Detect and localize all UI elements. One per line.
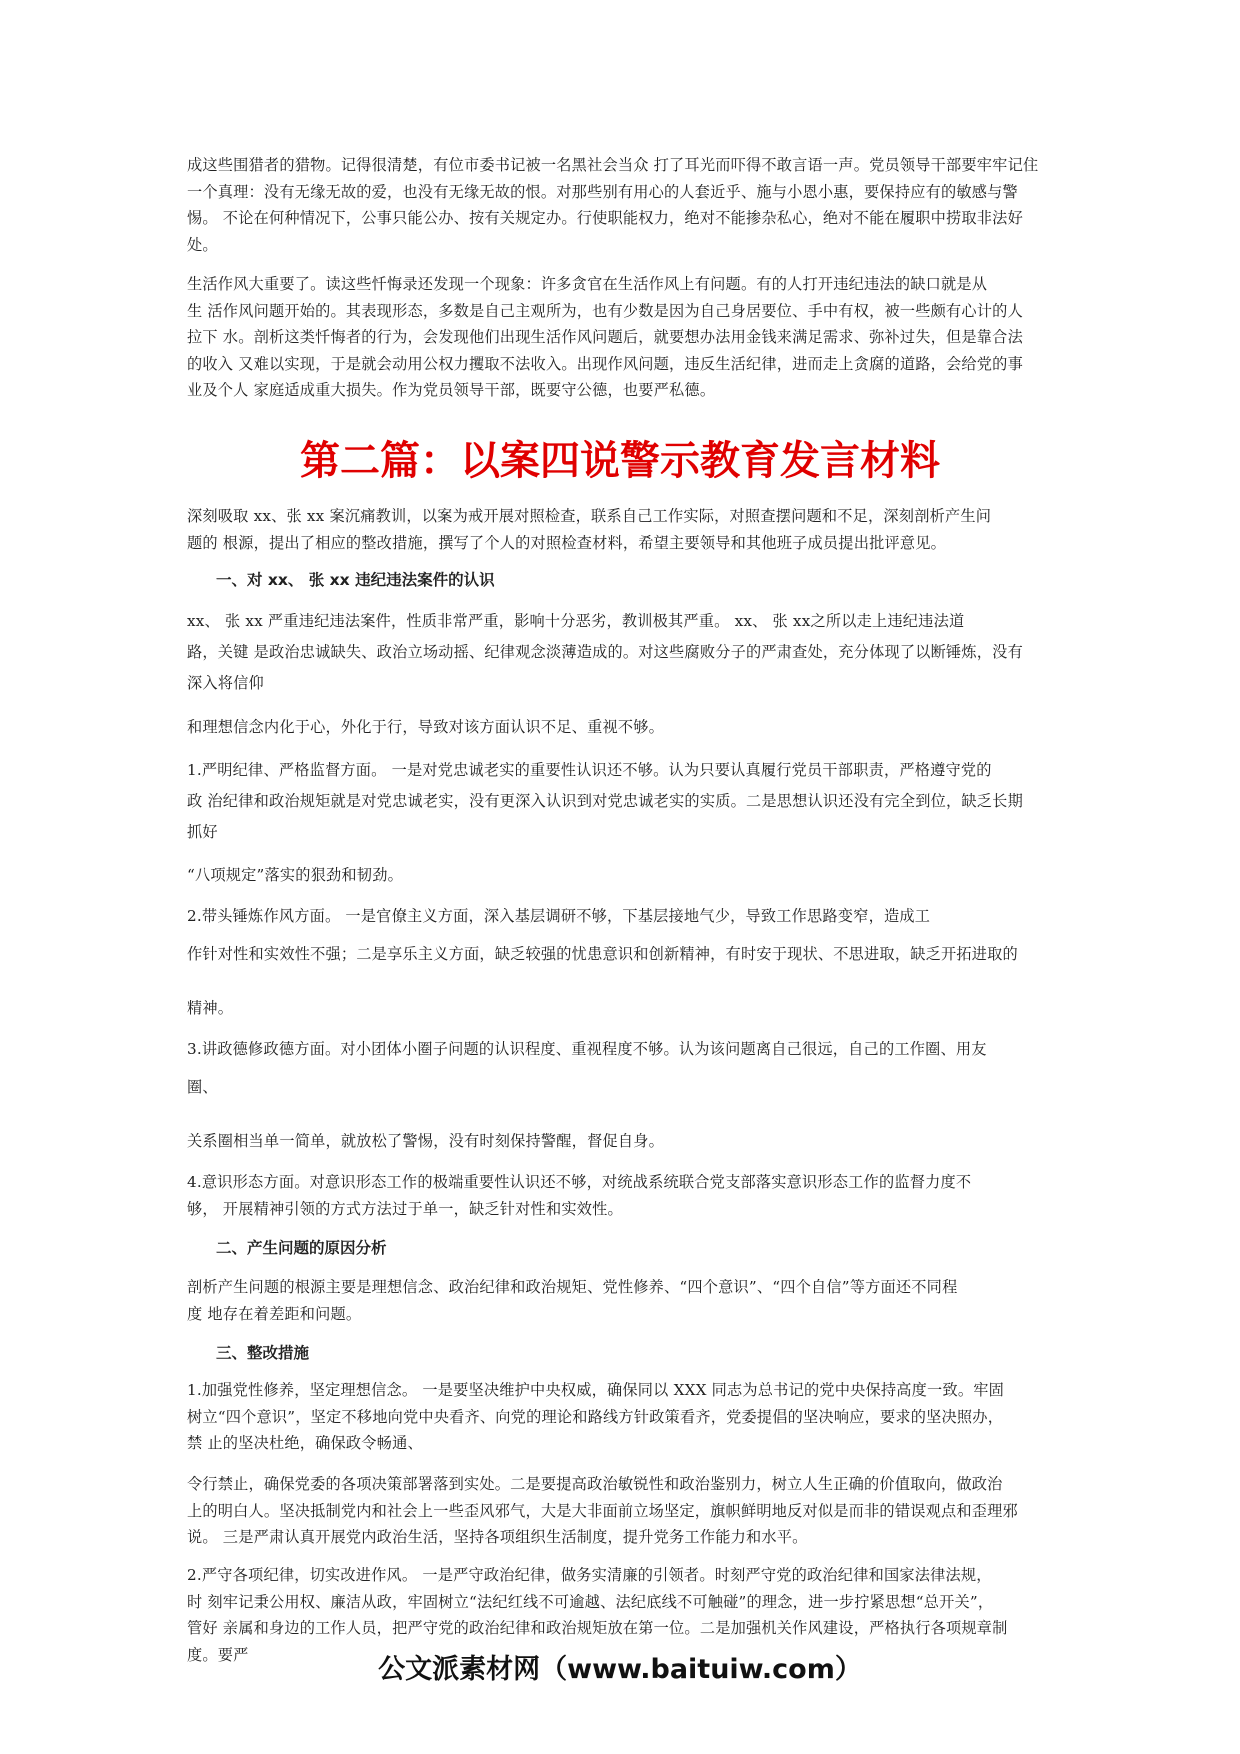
intro-paragraph-2 [187, 271, 1057, 404]
section1-item-2-line-2 [187, 941, 1057, 968]
text-line: 关系圈相当单一简单，就放松了警惕，没有时刻保持警醒，督促自身。 [187, 1132, 665, 1150]
text-line: 1.严明纪律、严格监督方面。 一是对党忠诚老实的重要性认识还不够。认为只要认真履行党员干部职责，严格遵守党的 [187, 761, 992, 779]
footer-watermark: 公文派素材网（www.baituiw.com） [378, 1654, 862, 1685]
text-line: 一个真理：没有无缘无故的爱，也没有无缘无故的恨。对那些别有用心的人套近乎、施与小恩小惠，要保持应有的敏感与警 [187, 182, 1018, 201]
section-heading-3: 三、整改措施 [216, 1344, 310, 1362]
text-line: 深刻吸取 xx、张 xx 案沉痛教训，以案为戒开展对照检查，联系自己工作实际，对照查摆问题和不足，深刻剖析产生问 [187, 507, 992, 525]
text-line: 树立“四个意识”，坚定不移地向党中央看齐、向党的理论和路线方针政策看齐，党委提倡的坚决响应，要求的坚决照办， [187, 1407, 1004, 1426]
text-line: 够， 开展精神引领的方式方法过于单一，缺乏针对性和实效性。 [187, 1199, 623, 1218]
opening-paragraph [187, 503, 1057, 556]
text-line: 令行禁止，确保党委的各项决策部署落到实处。二是要提高政治敏锐性和政治鉴别力，树立人生正确的价值取向，做政治 [187, 1475, 1003, 1493]
text-line: 说。 三是严肃认真开展党内政治生活，坚持各项组织生活制度，提升党务工作能力和水平。 [187, 1528, 808, 1546]
text-line: 精神。 [187, 999, 234, 1017]
text-line: 1.加强党性修养，坚定理想信念。 一是要坚决维护中央权威，确保同以 XXX 同志为总书记的党中央保持高度一致。牢固 [187, 1381, 1004, 1399]
text-line: 政 治纪律和政治规矩就是对党忠诚老实，没有更深入认识到对党忠诚老实的实质。二是思想认识还没有完全到位，缺乏长期 [187, 792, 1023, 810]
document-title: 第二篇：以案四说警示教育发言材料 [300, 438, 940, 484]
text-line: 抓好 [187, 823, 218, 841]
section1-paragraph-1-tail [187, 714, 1057, 741]
text-line: 禁 止的坚决杜绝，确保政令畅通、 [187, 1434, 423, 1452]
text-line: 成这些围猎者的猎物。记得很清楚，有位市委书记被一名黑社会当众 打了耳光而吓得不敢言语一声。党员领导干部要牢牢记住 [187, 156, 1039, 174]
text-line: 剖析产生问题的根源主要是理想信念、政治纪律和政治规矩、党性修养、“四个意识”、“四个自信”等方面还不同程 [187, 1278, 958, 1296]
text-line: 管好 亲属和身边的工作人员，把严守党的政治纪律和政治规矩放在第一位。二是加强机关作风建设，严格执行各项规章制 [187, 1619, 1008, 1637]
text-line: 和理想信念内化于心，外化于行，导致对该方面认识不足、重视不够。 [187, 718, 665, 736]
text-line: 3.讲政德修政德方面。对小团体小圈子问题的认识程度、重视程度不够。认为该问题离自己很远，自己的工作圈、用友 [187, 1040, 987, 1058]
text-line: 路，关键 是政治忠诚缺失、政治立场动摇、纪律观念淡薄造成的。对这些腐败分子的严肃查处，充分体现了以断锤炼，没有 [187, 643, 1023, 661]
section1-item-2 [187, 903, 1057, 930]
text-line: 上的明白人。坚决抵制党内和社会上一些歪风邪气，大是大非面前立场坚定，旗帜鲜明地反对似是而非的错误观点和歪理邪 [187, 1501, 1018, 1520]
text-line: 4.意识形态方面。对意识形态工作的极端重要性认识还不够，对统战系统联合党支部落实意识形态工作的监督力度不 [187, 1173, 972, 1191]
text-line: 度 地存在着差距和问题。 [187, 1304, 362, 1323]
text-line: 圈、 [187, 1078, 218, 1096]
text-line: xx、 张 xx 严重违纪违法案件，性质非常严重，影响十分恶劣，教训极其严重。 xx、 张 xx之所以走上违纪违法道 [187, 612, 965, 630]
section3-measure-1 [187, 1377, 1057, 1457]
text-line: 惕。 不论在何种情况下，公事只能公办、按有关规定办。行使职能权力，绝对不能掺杂私心，绝对不能在履职中捞取非法好 [187, 209, 1023, 227]
section-heading-2: 二、产生问题的原因分析 [216, 1239, 387, 1257]
text-line: 业及个人 家庭适成重大损失。作为党员领导干部，既要守公德，也要严私德。 [187, 381, 716, 399]
text-line: 题的 根源，提出了相应的整改措施，撰写了个人的对照检查材料，希望主要领导和其他班子成员提出批评意见。 [187, 533, 947, 552]
text-line: 生 活作风问题开始的。其表现形态，多数是自己主观所为，也有少数是因为自己身居要位、手中有权，被一些颇有心计的人 [187, 301, 1023, 320]
section1-item-3-tail [187, 1128, 1057, 1155]
text-line: “八项规定”落实的狠劲和韧劲。 [187, 866, 403, 884]
section1-item-3 [187, 1036, 1057, 1063]
section1-item-3-line-2 [187, 1074, 1057, 1101]
text-line: 处。 [187, 235, 218, 254]
text-line: 度。要严 [187, 1645, 249, 1664]
text-line: 2.严守各项纪律，切实改进作风。 一是严守政治纪律，做务实清廉的引领者。时刻严守党的政治纪律和国家法律法规， [187, 1566, 992, 1584]
text-line: 时 刻牢记秉公用权、廉洁从政，牢固树立“法纪红线不可逾越、法纪底线不可触碰”的理念，进一步拧紧思想“总开关”， [187, 1592, 994, 1611]
text-line: 的收入 又难以实现，于是就会动用公权力攫取不法收入。出现作风问题，违反生活纪律，进而走上贪腐的道路，会给党的事 [187, 354, 1023, 373]
text-line: 生活作风大重要了。读这些忏悔录还发现一个现象：许多贪官在生活作风上有问题。有的人打开违纪违法的缺口就是从 [187, 275, 988, 293]
text-line: 深入将信仰 [187, 674, 264, 692]
section3-measure-1-continued [187, 1471, 1057, 1551]
section1-item-2-tail [187, 995, 1057, 1022]
section1-paragraph-1 [187, 606, 1057, 699]
section2-paragraph [187, 1274, 1057, 1327]
section1-item-1-tail [187, 862, 1057, 889]
section-heading-1: 一、对 xx、 张 xx 违纪违法案件的认识 [216, 571, 495, 589]
intro-paragraph-1 [187, 152, 1057, 258]
text-line: 拉下 水。剖析这类忏悔者的行为，会发现他们出现生活作风问题后，就要想办法用金钱来满足需求、弥补过失，但是靠合法 [187, 328, 1023, 346]
text-line: 作针对性和实效性不强；二是享乐主义方面，缺乏较强的忧患意识和创新精神，有时安于现状、不思进取，缺乏开拓进取的 [187, 945, 1018, 963]
section1-item-1 [187, 755, 1057, 848]
text-line: 2.带头锤炼作风方面。 一是官僚主义方面，深入基层调研不够，下基层接地气少，导致工作思路变窄，造成工 [187, 907, 931, 925]
section1-item-4 [187, 1169, 1057, 1222]
